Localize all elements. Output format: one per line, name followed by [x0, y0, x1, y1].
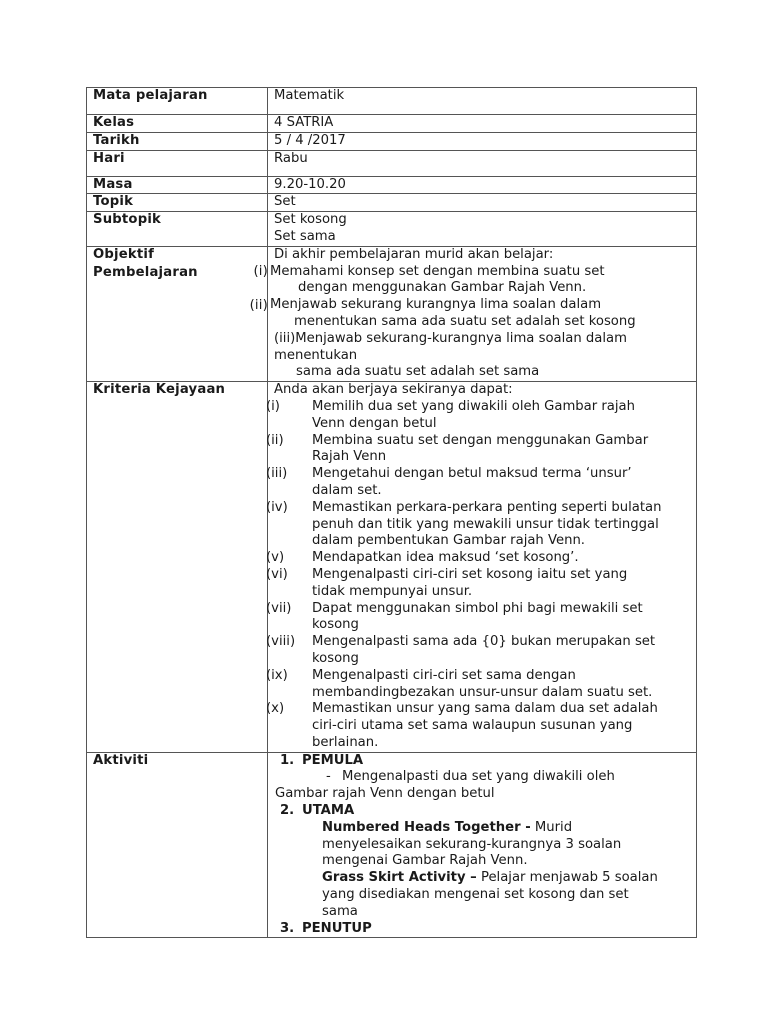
- lesson-plan-table: [86, 87, 697, 938]
- kriteria-item-line: Mengetahui dengan betul maksud terma ‘unsur’: [312, 466, 632, 482]
- objektif-item-1-line-2: dengan menggunakan Gambar Rajah Venn.: [298, 280, 587, 296]
- kriteria-item-num: (viii): [266, 634, 296, 650]
- kriteria-item: [266, 667, 693, 702]
- kriteria-item: [266, 432, 693, 467]
- row-topik: [87, 194, 697, 212]
- label-objektif: [87, 246, 268, 381]
- kriteria-item: [266, 550, 693, 567]
- aktiviti-utama-a-rest: Murid: [530, 819, 573, 835]
- kriteria-item-text: [312, 500, 693, 550]
- kriteria-item-line: dalam pembentukan Gambar rajah Venn.: [312, 533, 586, 549]
- value-masa: 9.20-10.20: [268, 176, 697, 194]
- kriteria-item-line: Memastikan perkara-perkara penting seperti bulatan: [312, 499, 662, 515]
- aktiviti-utama-b-line-1: [280, 870, 693, 887]
- aktiviti-pemula-line-2: Gambar rajah Venn dengan betul: [275, 786, 495, 802]
- row-subtopik: [87, 212, 697, 247]
- kriteria-item: [266, 499, 693, 550]
- kriteria-item-num: (i): [266, 398, 280, 414]
- aktiviti-pemula-text-1: Mengenalpasti dua set yang diwakili oleh: [342, 769, 615, 785]
- value-kriteria: [268, 382, 697, 753]
- objektif-label-line-2: Pembelajaran: [93, 264, 198, 280]
- aktiviti-section-3: [274, 921, 693, 938]
- label-kelas: Kelas: [87, 115, 268, 133]
- kriteria-item-line: penuh dan titik yang mewakili unsur tidak tertinggal: [312, 516, 659, 532]
- kriteria-item-num: (vii): [266, 600, 292, 616]
- kriteria-item: [266, 466, 693, 500]
- label-masa: Masa: [87, 176, 268, 194]
- kriteria-item-num: (ii): [266, 432, 284, 448]
- kriteria-item-text: [312, 567, 693, 601]
- kriteria-item: [266, 701, 693, 751]
- aktiviti-utama-a-bold: Numbered Heads Together -: [322, 819, 531, 835]
- value-objektif: [268, 246, 697, 381]
- kriteria-item-text: [312, 466, 693, 500]
- kriteria-item-line: Mendapatkan idea maksud ‘set kosong’.: [312, 550, 579, 566]
- kriteria-item-line: Memastikan unsur yang sama dalam dua set adalah: [312, 701, 658, 717]
- label-mata-pelajaran: Mata pelajaran: [87, 88, 268, 115]
- subtopik-line-2: Set sama: [274, 228, 336, 244]
- row-aktiviti: [87, 752, 697, 938]
- aktiviti-penutup-title: PENUTUP: [302, 920, 372, 936]
- kriteria-item-line: kosong: [312, 650, 359, 666]
- kriteria-item-line: berlainan.: [312, 734, 379, 750]
- row-kelas: [87, 115, 697, 133]
- aktiviti-utama-b-rest: Pelajar menjawab 5 soalan: [476, 870, 658, 886]
- kriteria-item-line: Membina suatu set dengan menggunakan Gambar: [312, 432, 649, 448]
- aktiviti-penutup-heading: [280, 921, 693, 938]
- label-tarikh: Tarikh: [87, 132, 268, 150]
- aktiviti-pemula-num: 1.: [280, 752, 295, 768]
- kriteria-item-line: Rajah Venn: [312, 449, 387, 465]
- kriteria-item-line: Dapat menggunakan simbol phi bagi mewakili set: [312, 600, 643, 616]
- kriteria-item-line: ciri-ciri utama set sama walaupun susunan yang: [312, 718, 633, 734]
- aktiviti-pemula-heading: [280, 753, 693, 770]
- kriteria-item-line: kosong: [312, 617, 359, 633]
- kriteria-item-num: (ix): [266, 667, 288, 683]
- kriteria-item: [266, 600, 693, 635]
- kriteria-item-line: Mengenalpasti ciri-ciri set kosong iaitu set yang: [312, 566, 628, 582]
- kriteria-item-text: [312, 668, 693, 702]
- row-kriteria: [87, 382, 697, 753]
- objektif-num-ii: (ii): [249, 297, 268, 313]
- row-tarikh: [87, 132, 697, 150]
- kriteria-item-num: (v): [266, 550, 285, 566]
- aktiviti-utama-a-line-1: [280, 820, 693, 837]
- aktiviti-pemula-dash: -: [326, 769, 331, 785]
- kriteria-item-num: (iv): [266, 499, 288, 515]
- kriteria-list: [266, 398, 693, 752]
- objektif-item-1-line-1: Memahami konsep set dengan membina suatu set: [270, 263, 605, 279]
- kriteria-item-line: dalam set.: [312, 482, 382, 498]
- kriteria-item-text: [312, 634, 693, 668]
- kriteria-item: [266, 634, 693, 668]
- value-kelas: 4 SATRIA: [268, 115, 697, 133]
- kriteria-item-line: membandingbezakan unsur-unsur dalam suatu set.: [312, 684, 653, 700]
- aktiviti-utama-a-line-3: mengenai Gambar Rajah Venn.: [322, 853, 528, 869]
- objektif-num-i: (i): [253, 263, 268, 279]
- objektif-item-3-line-2: menentukan: [274, 347, 358, 363]
- label-hari: Hari: [87, 150, 268, 176]
- value-subtopik: [268, 212, 697, 247]
- aktiviti-utama-b-line-2: yang disediakan mengenai set kosong dan set: [322, 887, 629, 903]
- kriteria-item-line: Venn dengan betul: [312, 415, 437, 431]
- aktiviti-utama-b-bold: Grass Skirt Activity –: [322, 870, 477, 886]
- label-kriteria: Kriteria Kejayaan: [87, 382, 268, 753]
- kriteria-item-text: [312, 601, 693, 635]
- kriteria-item: [266, 398, 693, 433]
- row-masa: [87, 176, 697, 194]
- objektif-item-2-line-1: Menjawab sekurang kurangnya lima soalan dalam: [270, 297, 602, 313]
- aktiviti-penutup-num: 3.: [280, 920, 295, 936]
- aktiviti-utama-b-line-3: sama: [322, 903, 358, 919]
- kriteria-item-text: [312, 550, 693, 567]
- row-objektif: [87, 246, 697, 381]
- kriteria-item-line: Memilih dua set yang diwakili oleh Gambar rajah: [312, 398, 635, 414]
- kriteria-item-text: [312, 399, 693, 433]
- value-aktiviti: [268, 752, 697, 938]
- kriteria-item-line: Mengenalpasti sama ada {0} bukan merupakan set: [312, 634, 656, 650]
- value-topik: Set: [268, 194, 697, 212]
- kriteria-item-line: Mengenalpasti ciri-ciri set sama dengan: [312, 667, 576, 683]
- value-hari: Rabu: [268, 150, 697, 176]
- value-mata-pelajaran: Matematik: [268, 88, 697, 115]
- kriteria-item-num: (iii): [266, 466, 288, 482]
- label-subtopik: Subtopik: [87, 212, 268, 247]
- row-hari: [87, 150, 697, 176]
- objektif-label-line-1: Objektif: [93, 246, 155, 262]
- row-mata-pelajaran: [87, 88, 697, 115]
- kriteria-intro: Anda akan berjaya sekiranya dapat:: [274, 382, 513, 398]
- kriteria-item-text: [312, 701, 693, 751]
- kriteria-item-num: (vi): [266, 566, 288, 582]
- value-tarikh: 5 / 4 /2017: [268, 132, 697, 150]
- aktiviti-utama-title: UTAMA: [302, 803, 355, 819]
- aktiviti-pemula-line-1: [280, 769, 693, 786]
- aktiviti-section-1: [274, 753, 693, 803]
- aktiviti-pemula-title: PEMULA: [302, 752, 364, 768]
- aktiviti-utama-a-line-2: menyelesaikan sekurang-kurangnya 3 soalan: [322, 836, 622, 852]
- objektif-item-3-line-1: (iii)Menjawab sekurang-kurangnya lima soalan dalam: [274, 330, 627, 346]
- subtopik-line-1: Set kosong: [274, 212, 347, 228]
- label-aktiviti: Aktiviti: [87, 752, 268, 938]
- objektif-intro: Di akhir pembelajaran murid akan belajar:: [274, 246, 554, 262]
- kriteria-item: [266, 566, 693, 601]
- kriteria-item-text: [312, 433, 693, 467]
- aktiviti-utama-heading: [280, 803, 693, 820]
- label-topik: Topik: [87, 194, 268, 212]
- objektif-item-3-line-3: sama ada suatu set adalah set sama: [296, 364, 540, 380]
- objektif-item-2-line-2: menentukan sama ada suatu set adalah set kosong: [294, 313, 636, 329]
- aktiviti-utama-num: 2.: [280, 803, 295, 819]
- kriteria-item-num: (x): [266, 701, 285, 717]
- aktiviti-section-2: [274, 803, 693, 921]
- kriteria-item-line: tidak mempunyai unsur.: [312, 583, 473, 599]
